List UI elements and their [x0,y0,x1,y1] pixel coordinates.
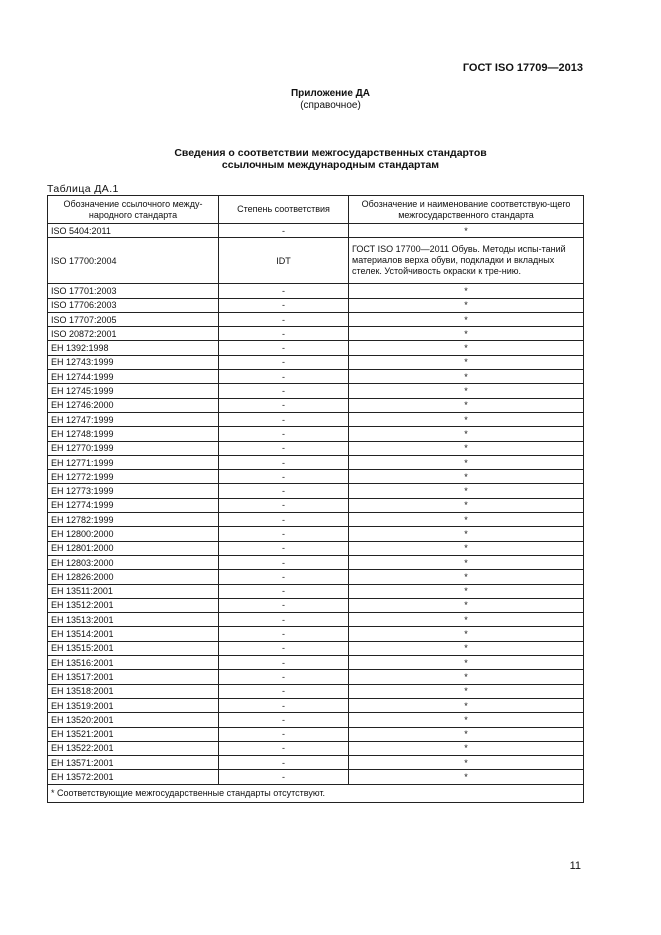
cell-ref-standard: ISO 20872:2001 [48,327,219,341]
correspondence-table [47,195,584,803]
section-title-line1: Сведения о соответствии межгосударственных стандартов [174,147,487,159]
cell-ref-standard: ЕН 12770:1999 [48,441,219,455]
cell-degree: - [219,656,349,670]
cell-national-standard: * [349,455,584,469]
table-row [48,656,584,670]
cell-ref-standard: ЕН 12803:2000 [48,555,219,569]
table-row [48,470,584,484]
cell-ref-standard: ЕН 12744:1999 [48,370,219,384]
table-row [48,698,584,712]
cell-national-standard: * [349,756,584,770]
table-row [48,384,584,398]
table-row [48,584,584,598]
table-row [48,756,584,770]
cell-national-standard: * [349,584,584,598]
cell-ref-standard: ЕН 12748:1999 [48,427,219,441]
cell-national-standard: * [349,613,584,627]
cell-national-standard: * [349,441,584,455]
cell-degree: - [219,713,349,727]
cell-national-standard: * [349,684,584,698]
cell-degree: - [219,484,349,498]
table-row [48,427,584,441]
cell-ref-standard: ЕН 12782:1999 [48,513,219,527]
cell-degree: - [219,384,349,398]
cell-ref-standard: ЕН 13522:2001 [48,741,219,755]
cell-national-standard: * [349,513,584,527]
cell-degree: - [219,770,349,784]
cell-degree: - [219,727,349,741]
table-row [48,370,584,384]
cell-ref-standard: ISO 17700:2004 [48,238,219,284]
section-title-line2: ссылочным международным стандартам [221,159,440,171]
cell-degree: - [219,398,349,412]
cell-ref-standard: ЕН 13516:2001 [48,656,219,670]
cell-degree: - [219,513,349,527]
cell-national-standard: * [349,641,584,655]
cell-degree: - [219,298,349,312]
table-row [48,441,584,455]
cell-ref-standard: ISO 17706:2003 [48,298,219,312]
table-row [48,484,584,498]
cell-national-standard: * [349,327,584,341]
appendix-subtitle: (справочное) [300,100,361,111]
cell-ref-standard: ЕН 12773:1999 [48,484,219,498]
cell-degree: - [219,598,349,612]
cell-ref-standard: ЕН 12800:2000 [48,527,219,541]
cell-national-standard: * [349,741,584,755]
cell-national-standard: * [349,470,584,484]
cell-degree: - [219,627,349,641]
table-row [48,713,584,727]
cell-national-standard: * [349,670,584,684]
cell-national-standard: * [349,224,584,238]
table-row [48,770,584,784]
cell-national-standard: * [349,398,584,412]
table-row [48,598,584,612]
cell-degree: - [219,698,349,712]
table-row [48,727,584,741]
table-row [48,355,584,369]
cell-ref-standard: ISO 5404:2011 [48,224,219,238]
table-row [48,570,584,584]
section-title [0,147,661,171]
cell-national-standard: * [349,698,584,712]
cell-national-standard: * [349,284,584,298]
cell-degree: - [219,412,349,426]
cell-degree: - [219,670,349,684]
cell-degree: - [219,427,349,441]
table-row [48,238,584,284]
cell-ref-standard: ЕН 13514:2001 [48,627,219,641]
cell-degree: - [219,641,349,655]
cell-ref-standard: ЕН 13512:2001 [48,598,219,612]
cell-ref-standard: ЕН 13521:2001 [48,727,219,741]
table-caption: Таблица ДА.1 [47,183,119,195]
table-row [48,670,584,684]
cell-ref-standard: ЕН 13511:2001 [48,584,219,598]
cell-ref-standard: ISO 17707:2005 [48,312,219,326]
cell-national-standard: * [349,598,584,612]
cell-degree: - [219,613,349,627]
cell-ref-standard: ЕН 13520:2001 [48,713,219,727]
cell-national-standard: * [349,656,584,670]
table-row [48,627,584,641]
appendix-title: Приложение ДА [290,88,371,99]
header-degree: Степень соответствия [219,196,349,224]
cell-degree: IDT [219,238,349,284]
cell-national-standard: * [349,570,584,584]
header-ref-standard: Обозначение ссылочного между-народного стандарта [48,196,219,224]
cell-degree: - [219,455,349,469]
cell-national-standard: * [349,355,584,369]
cell-ref-standard: ЕН 12743:1999 [48,355,219,369]
appendix-heading [0,88,661,112]
cell-ref-standard: ЕН 12771:1999 [48,455,219,469]
cell-degree: - [219,584,349,598]
cell-degree: - [219,284,349,298]
cell-national-standard: * [349,384,584,398]
table-row [48,455,584,469]
cell-national-standard: * [349,341,584,355]
cell-degree: - [219,527,349,541]
table-row [48,341,584,355]
cell-degree: - [219,756,349,770]
table-row [48,741,584,755]
cell-ref-standard: ЕН 1392:1998 [48,341,219,355]
cell-national-standard: * [349,527,584,541]
cell-ref-standard: ЕН 13519:2001 [48,698,219,712]
cell-degree: - [219,370,349,384]
table-row [48,312,584,326]
table-row [48,641,584,655]
cell-national-standard: * [349,498,584,512]
cell-national-standard: * [349,312,584,326]
cell-degree: - [219,498,349,512]
cell-degree: - [219,441,349,455]
table-row [48,398,584,412]
table-row [48,498,584,512]
document-code: ГОСТ ISO 17709—2013 [462,62,583,74]
cell-degree: - [219,312,349,326]
table-row [48,684,584,698]
cell-ref-standard: ЕН 12772:1999 [48,470,219,484]
table-row [48,327,584,341]
table-row [48,224,584,238]
cell-degree: - [219,555,349,569]
cell-ref-standard: ЕН 13515:2001 [48,641,219,655]
cell-ref-standard: ISO 17701:2003 [48,284,219,298]
table-row [48,527,584,541]
cell-ref-standard: ЕН 13518:2001 [48,684,219,698]
table-body [48,224,584,785]
table-row [48,541,584,555]
header-national-standard: Обозначение и наименование соответствую-щего межгосударственного стандарта [349,196,584,224]
table-footnote: * Соответствующие межгосударственные стандарты отсутствуют. [48,784,584,802]
cell-ref-standard: ЕН 12745:1999 [48,384,219,398]
cell-ref-standard: ЕН 12746:2000 [48,398,219,412]
table-row [48,298,584,312]
cell-national-standard: * [349,770,584,784]
cell-degree: - [219,541,349,555]
page-number: 11 [569,860,581,872]
cell-degree: - [219,570,349,584]
cell-degree: - [219,470,349,484]
cell-ref-standard: ЕН 12747:1999 [48,412,219,426]
cell-national-standard: * [349,541,584,555]
cell-national-standard: * [349,298,584,312]
cell-degree: - [219,224,349,238]
table-header-row [48,196,584,224]
cell-ref-standard: ЕН 12801:2000 [48,541,219,555]
cell-national-standard: * [349,727,584,741]
cell-national-standard: * [349,627,584,641]
cell-national-standard: * [349,370,584,384]
cell-degree: - [219,684,349,698]
cell-national-standard: * [349,427,584,441]
table-row [48,555,584,569]
table-row [48,412,584,426]
table-row [48,613,584,627]
cell-ref-standard: ЕН 13572:2001 [48,770,219,784]
cell-ref-standard: ЕН 12826:2000 [48,570,219,584]
table-footnote-row [48,784,584,802]
cell-national-standard: ГОСТ ISO 17700—2011 Обувь. Методы испы-таний материалов верха обуви, подкладки и вкладных стелек. Устойчивость окраски к тре-нию. [349,238,584,284]
cell-degree: - [219,341,349,355]
cell-national-standard: * [349,484,584,498]
cell-ref-standard: ЕН 13513:2001 [48,613,219,627]
cell-ref-standard: ЕН 12774:1999 [48,498,219,512]
table-row [48,513,584,527]
cell-national-standard: * [349,713,584,727]
table-row [48,284,584,298]
cell-ref-standard: ЕН 13571:2001 [48,756,219,770]
cell-national-standard: * [349,412,584,426]
cell-degree: - [219,327,349,341]
cell-national-standard: * [349,555,584,569]
cell-degree: - [219,355,349,369]
cell-degree: - [219,741,349,755]
cell-ref-standard: ЕН 13517:2001 [48,670,219,684]
